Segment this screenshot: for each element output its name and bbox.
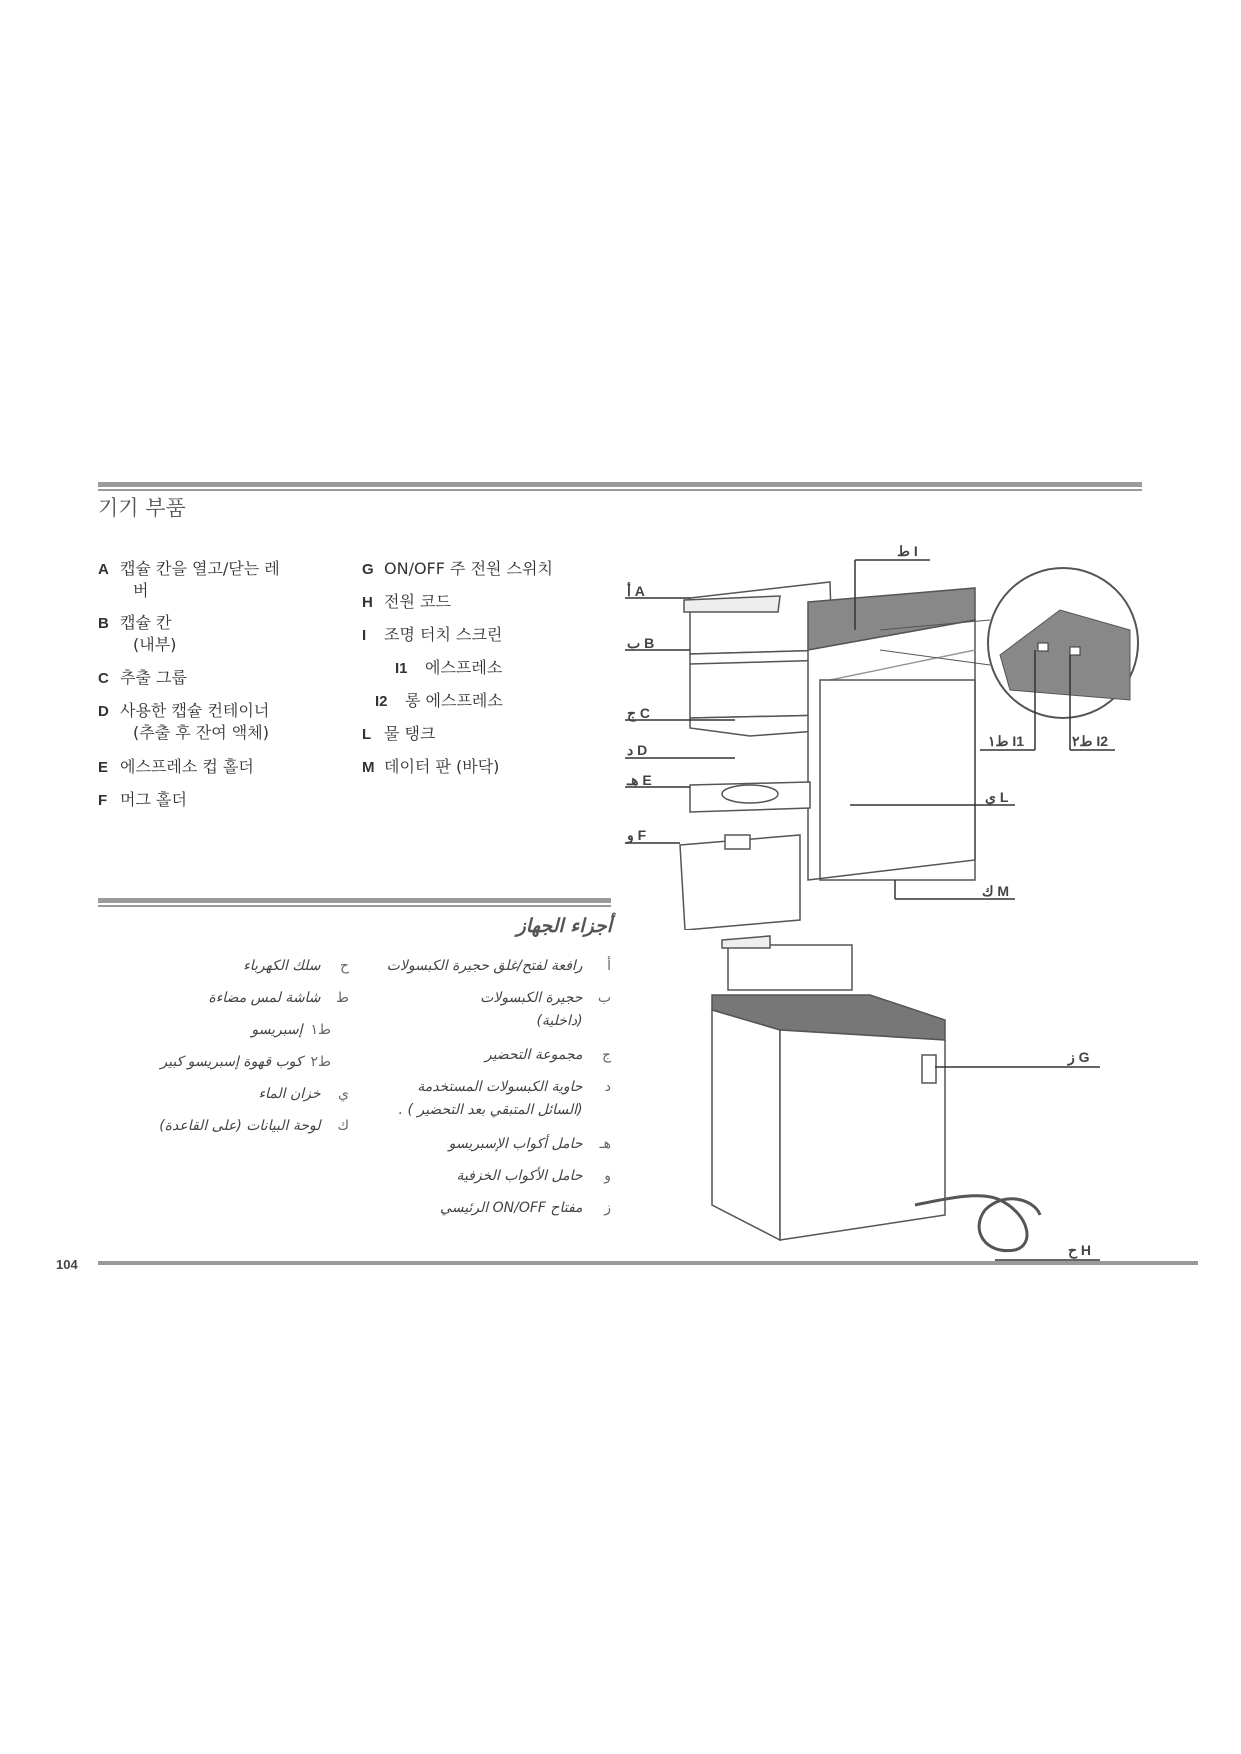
ar-item: (السائل المتبقي بعد التحضير ) .: [398, 1102, 583, 1118]
ar-item: ز مفتاح ON/OFF الرئيسي: [440, 1200, 611, 1216]
label-c: ج C: [627, 705, 651, 721]
ar-item: (داخلية): [536, 1013, 583, 1029]
ar-item: ط١ إسبريسو: [251, 1022, 331, 1038]
ar-item: ح سلك الكهرباء: [243, 958, 349, 974]
label-i: ط I: [897, 543, 918, 559]
header-rule-thin: [98, 489, 1142, 491]
label-b: ب B: [627, 635, 655, 651]
ar-item: ب حجيرة الكبسولات: [480, 990, 611, 1006]
header-rule: [98, 482, 1142, 487]
part-g: G ON/OFF 주 전원 스위치: [362, 559, 553, 578]
part-i2: I2 롱 에스프레소: [375, 691, 503, 710]
label-l: ي L: [985, 789, 1009, 805]
part-b: B 캡슐 칸 (내부): [98, 613, 177, 654]
ar-item: ك لوحة البيانات (على القاعدة): [159, 1118, 349, 1134]
label-i2: ط٢ I2: [1072, 733, 1109, 749]
part-h: H 전원 코드: [362, 592, 451, 611]
part-e: E 에스프레소 컵 홀더: [98, 757, 254, 776]
part-i1: I1 에스프레소: [395, 658, 503, 677]
ar-item: أ رافعة لفتح/غلق حجيرة الكبسولات: [386, 958, 611, 974]
ar-item: و حامل الأكواب الخزفية: [456, 1168, 611, 1184]
arabic-section-rule: [98, 898, 611, 903]
machine-front-diagram: [620, 530, 1140, 930]
ar-item: ج مجموعة التحضير: [484, 1047, 611, 1063]
label-a: أ A: [627, 583, 645, 599]
ar-item: د حاوية الكبسولات المستخدمة: [417, 1079, 611, 1095]
label-h: ح H: [1068, 1242, 1092, 1258]
page-title: 기기 부품: [98, 496, 186, 520]
ar-item: ي خزان الماء: [258, 1086, 349, 1102]
footer-rule: [98, 1261, 1198, 1265]
machine-rear-diagram: [700, 930, 1120, 1270]
arabic-section-rule-thin: [98, 905, 611, 907]
ar-item: ط٢ كوب قهوة إسبريسو كبير: [160, 1054, 331, 1070]
part-f: F 머그 홀더: [98, 790, 187, 809]
part-i: I 조명 터치 스크린: [362, 625, 503, 644]
label-i1: ط١ I1: [988, 733, 1025, 749]
arabic-title: أجزاء الجهاز: [516, 915, 612, 937]
part-m: M 데이터 판 (바닥): [362, 757, 500, 776]
part-a: A 캡슐 칸을 열고/닫는 레 버: [98, 559, 280, 600]
part-d: D 사용한 캡슐 컨테이너 (추출 후 잔여 액체): [98, 701, 270, 742]
label-d: د D: [627, 742, 648, 758]
label-m: ك M: [982, 883, 1010, 899]
part-l: L 물 탱크: [362, 724, 436, 743]
page-number: 104: [56, 1257, 78, 1272]
label-f: و F: [627, 827, 647, 843]
ar-item: ط شاشة لمس مضاءة: [208, 990, 349, 1006]
part-c: C 추출 그룹: [98, 668, 187, 687]
ar-item: هـ حامل أكواب الإسبريسو: [448, 1136, 611, 1152]
label-e: هـ E: [627, 772, 652, 788]
label-g: ز G: [1068, 1049, 1090, 1065]
